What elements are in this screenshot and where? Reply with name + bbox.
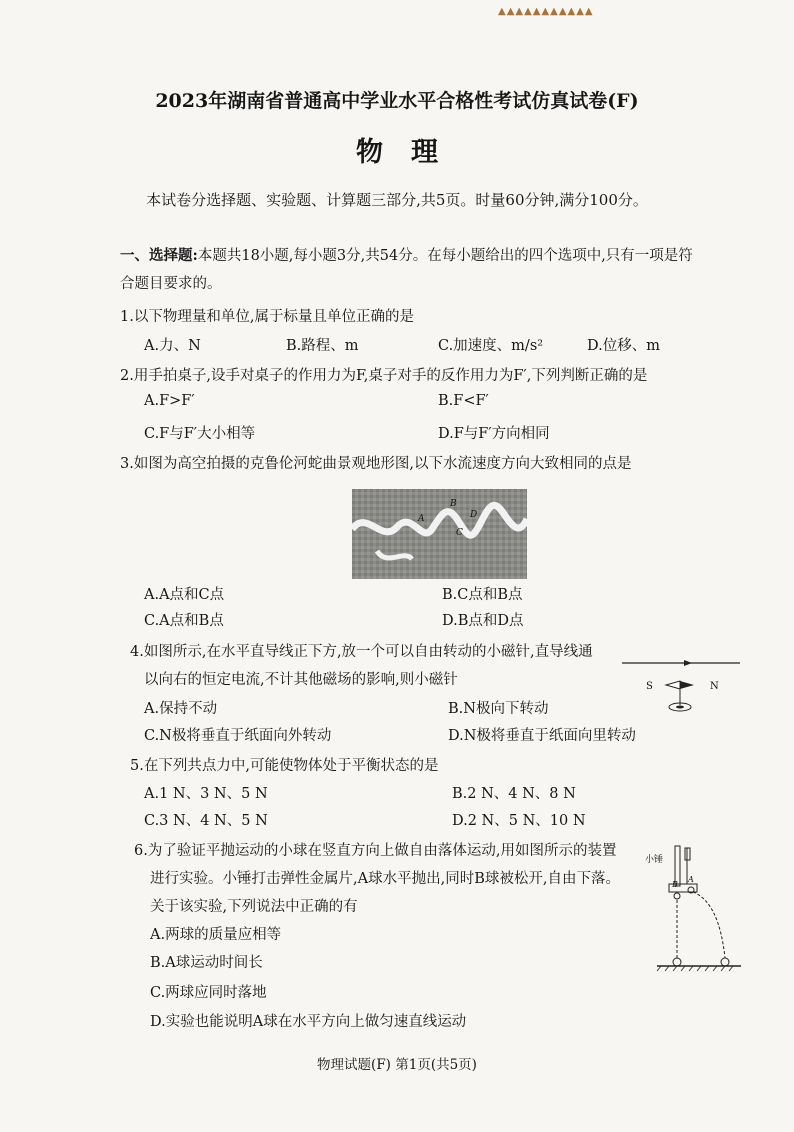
q5-option-c: C.3 N、4 N、5 N <box>144 813 268 829</box>
q5-option-d: D.2 N、5 N、10 N <box>452 813 586 829</box>
section-instructions-1: 本题共18小题,每小题3分,共54分。在每小题给出的四个选项中,只有一项是符 <box>197 248 693 264</box>
q6-option-c: C.两球应同时落地 <box>150 985 267 1001</box>
fig-label-d: D <box>470 510 478 520</box>
q5-option-a: A.1 N、3 N、5 N <box>144 786 268 802</box>
q4-option-c: C.N极将垂直于纸面向外转动 <box>144 728 332 744</box>
q1-option-d: D.位移、m <box>587 338 660 354</box>
fig-s-label: S <box>646 681 653 692</box>
exam-title: 2023年湖南省普通高中学业水平合格性考试仿真试卷(F) <box>155 90 639 112</box>
q5-option-b: B.2 N、4 N、8 N <box>452 786 576 802</box>
section-heading <box>120 244 693 265</box>
fig-label-b: B <box>450 499 457 509</box>
q4-option-a: A.保持不动 <box>144 701 218 717</box>
q6-option-d: D.实验也能说明A球在水平方向上做匀速直线运动 <box>150 1014 467 1030</box>
q3-option-a: A.A点和C点 <box>144 587 225 603</box>
fig-label-c: C <box>456 528 463 538</box>
q3-option-d: D.B点和D点 <box>442 613 524 629</box>
exam-intro: 本试卷分选择题、实验题、计算题三部分,共5页。时量60分钟,满分100分。 <box>146 191 648 209</box>
q5-stem: 5.在下列共点力中,可能使物体处于平衡状态的是 <box>130 758 439 774</box>
q3-option-c: C.A点和B点 <box>144 613 224 629</box>
q6-stem-3: 关于该实验,下列说法中正确的有 <box>150 899 358 915</box>
fig-n-label: N <box>710 681 719 692</box>
section-heading-label: 一、选择题: <box>120 247 198 264</box>
q4-option-d: D.N极将垂直于纸面向里转动 <box>448 728 636 744</box>
q4-option-b: B.N极向下转动 <box>448 701 549 717</box>
section-instructions-2: 合题目要求的。 <box>120 276 222 292</box>
page-footer: 物理试题(F) 第1页(共5页) <box>317 1057 477 1073</box>
fig-b-label: B <box>672 880 678 889</box>
fig-label-a: A <box>418 514 425 524</box>
q6-stem-2: 进行实验。小锤打击弹性金属片,A球水平抛出,同时B球被松开,自由下落。 <box>150 871 620 887</box>
fig-a-label: A <box>688 875 694 884</box>
compass-figure <box>620 655 742 717</box>
q1-stem: 1.以下物理量和单位,属于标量且单位正确的是 <box>120 309 414 325</box>
q4-stem-1: 4.如图所示,在水平直导线正下方,放一个可以自由转动的小磁针,直导线通 <box>130 644 593 660</box>
q2-option-c: C.F与F′大小相等 <box>144 426 256 442</box>
river-meander-figure <box>352 489 527 579</box>
q1-option-a: A.力、N <box>144 338 201 354</box>
fig-hammer-label: 小锤 <box>645 855 664 865</box>
q1-option-c: C.加速度、m/s² <box>438 338 544 354</box>
q2-option-d: D.F与F′方向相同 <box>438 426 550 442</box>
page-stamp: ▲▲▲▲▲▲▲▲▲▲▲ <box>498 6 594 17</box>
q6-stem-1: 6.为了验证平抛运动的小球在竖直方向上做自由落体运动,用如图所示的装置 <box>134 843 617 859</box>
q6-option-a: A.两球的质量应相等 <box>150 927 282 943</box>
q3-option-b: B.C点和B点 <box>442 587 523 603</box>
q1-option-b: B.路程、m <box>286 338 359 354</box>
q4-stem-2: 以向右的恒定电流,不计其他磁场的影响,则小磁针 <box>144 672 458 688</box>
q6-option-b: B.A球运动时间长 <box>150 955 263 971</box>
q3-stem: 3.如图为高空拍摄的克鲁伦河蛇曲景观地形图,以下水流速度方向大致相同的点是 <box>120 456 632 472</box>
q2-option-a: A.F>F′ <box>144 393 195 409</box>
subject-title: 物理 <box>356 137 466 168</box>
q2-stem: 2.用手拍桌子,设手对桌子的作用力为F,桌子对手的反作用力为F′,下列判断正确的是 <box>120 368 648 384</box>
projectile-apparatus-figure <box>643 840 743 975</box>
q2-option-b: B.F<F′ <box>438 393 489 409</box>
